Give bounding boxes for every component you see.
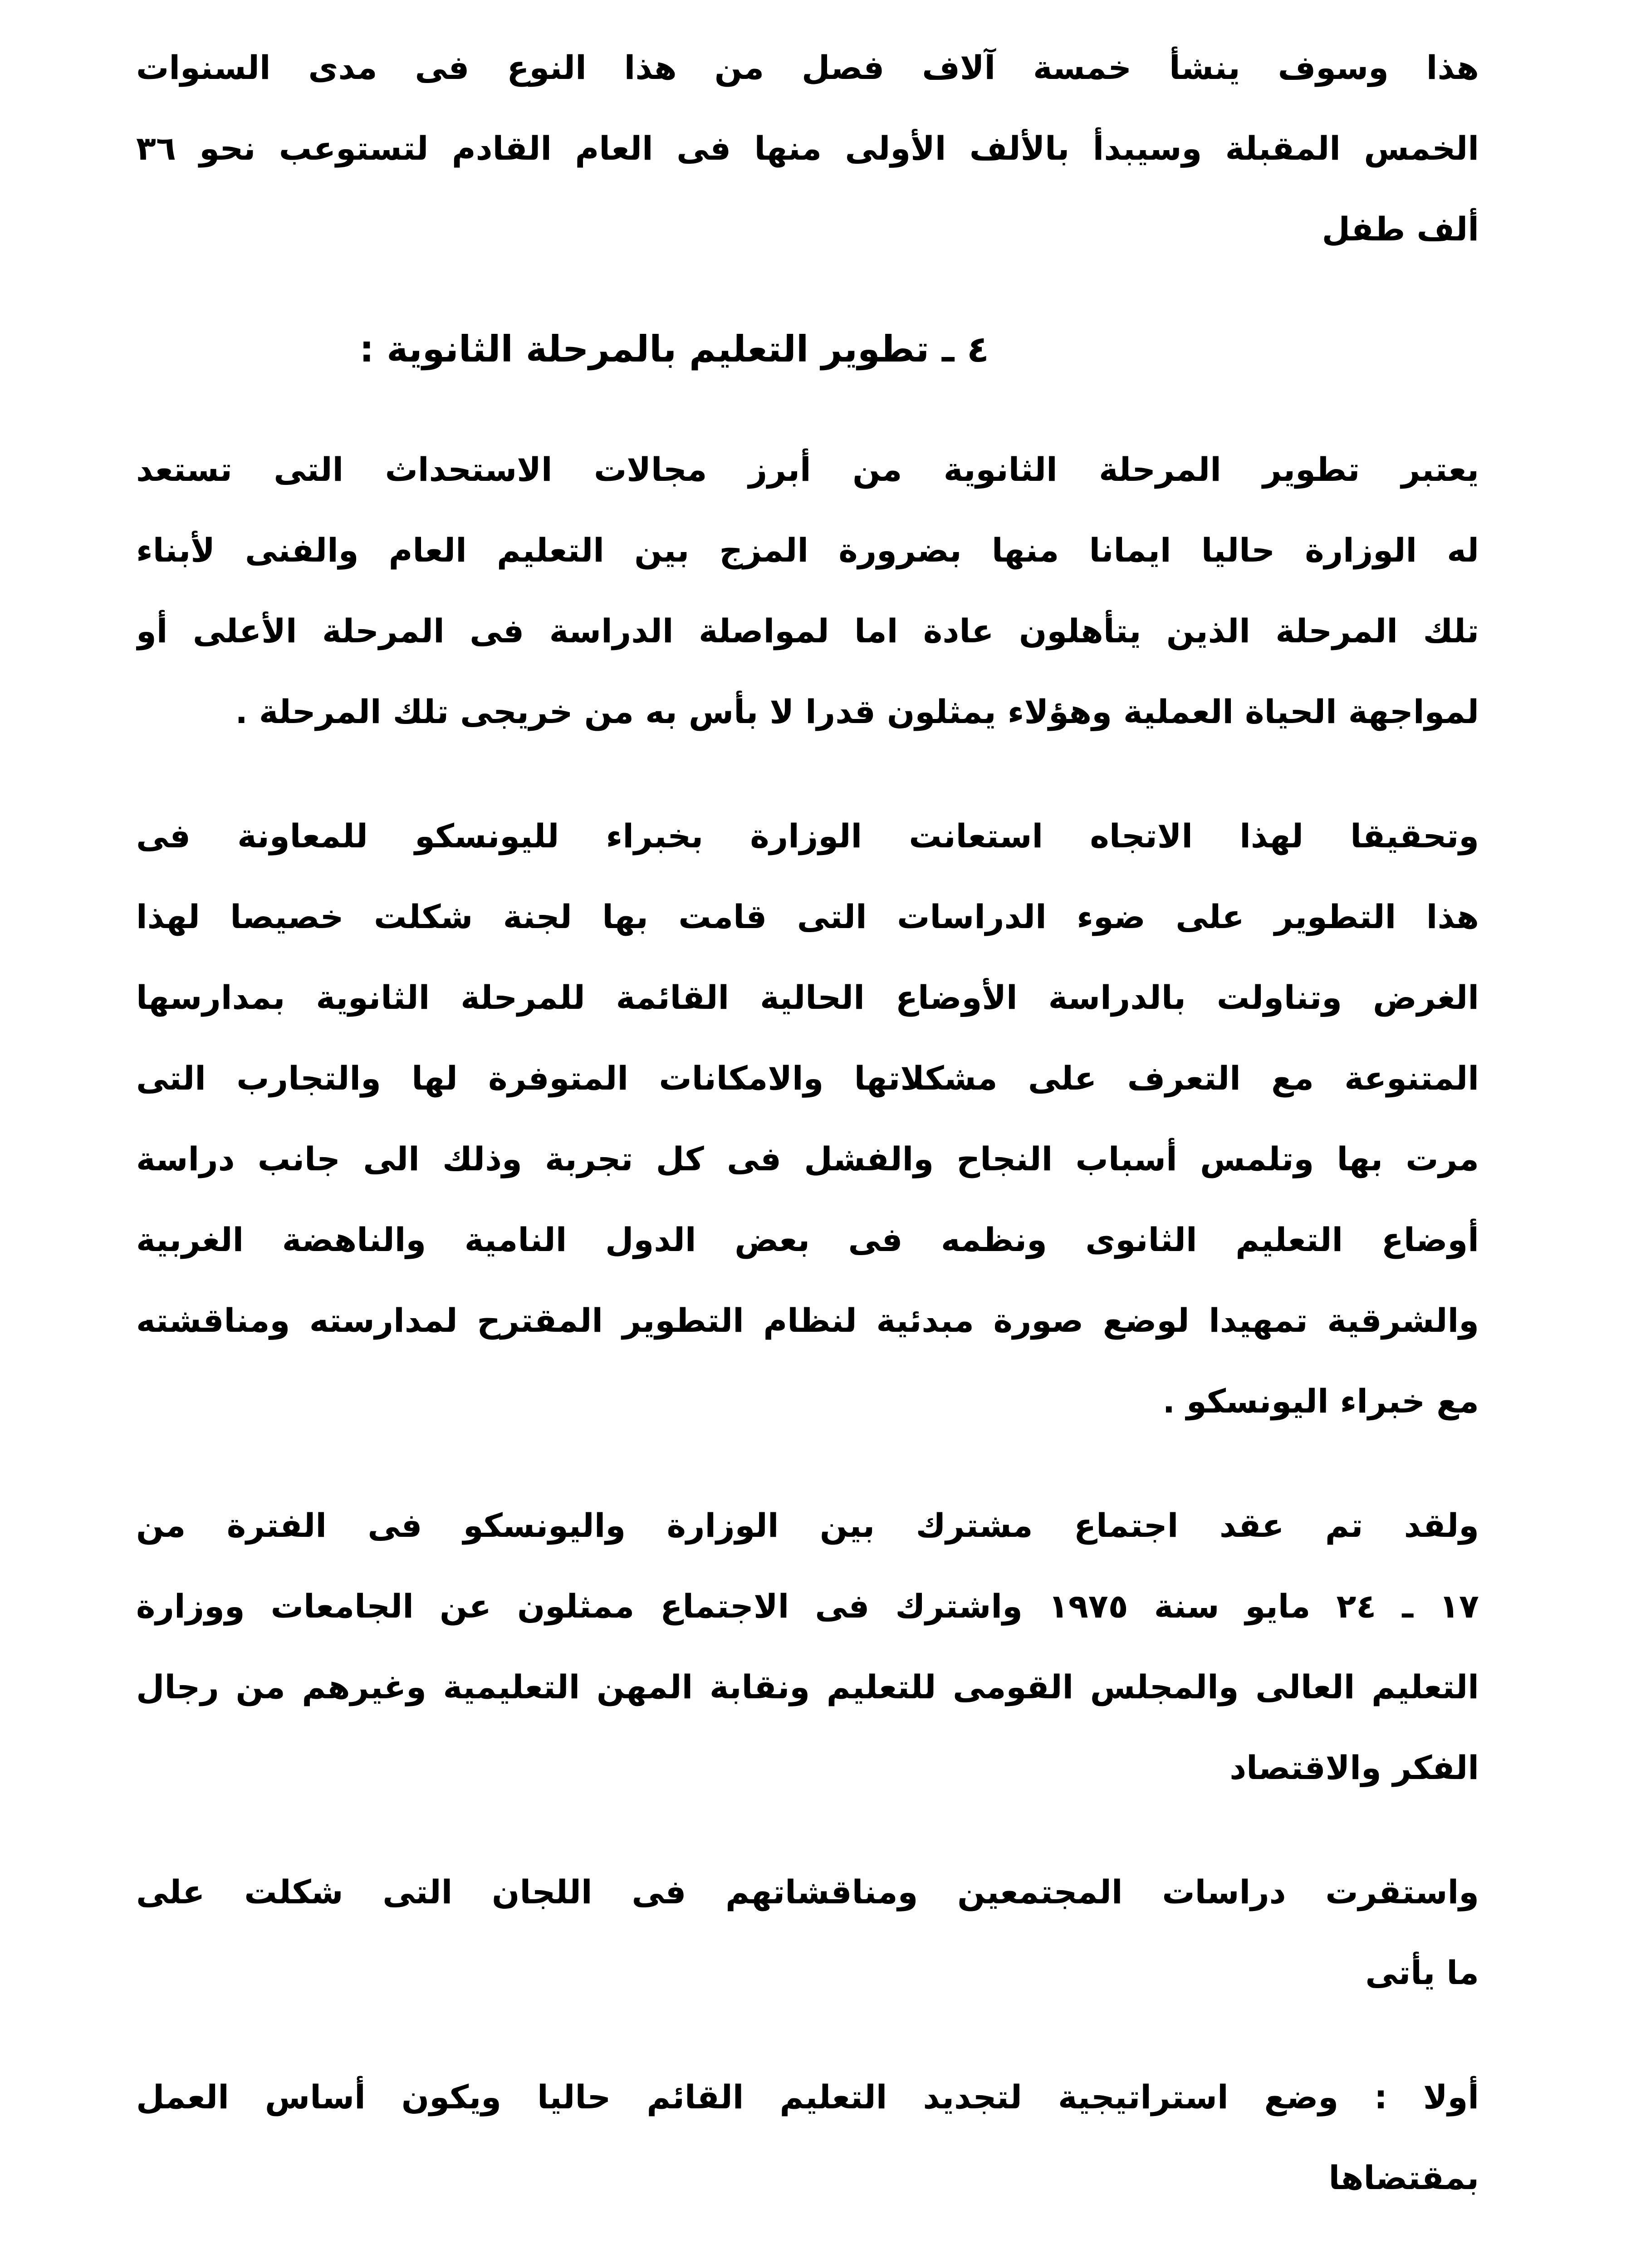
text-line (136, 2262, 1479, 2268)
text-line: ما يأتى (1365, 1954, 1479, 1992)
text-line: التعليم العالى والمجلس القومى للتعليم ونقابة المهن التعليمية وغيرهم من رجال (136, 1668, 1479, 1706)
text-line: أولا : وضع استراتيجية لتجديد التعليم القائم حاليا ويكون أساس العمل (136, 2078, 1479, 2116)
text-line: له الوزارة حاليا ايمانا منها بضرورة المزج بين التعليم العام والفنى لأبناء (136, 531, 1479, 569)
text-line: بمقتضاها (1328, 2159, 1479, 2197)
text-line: ولقد تم عقد اجتماع مشترك بين الوزارة واليونسكو فى الفترة من (136, 1506, 1479, 1545)
intro-paragraph (136, 27, 1479, 269)
text-line: والشرقية تمهيدا لوضع صورة مبدئية لنظام التطوير المقترح لمدارسته ومناقشته (136, 1301, 1479, 1339)
paragraph-joint-meeting (136, 1485, 1479, 1808)
section-heading: ٤ ـ تطوير التعليم بالمرحلة الثانوية : (359, 328, 989, 370)
text-line: هذا التطوير على ضوء الدراسات التى قامت بها لجنة شكلت خصيصا لهذا (136, 898, 1479, 936)
text-line: مع خبراء اليونسكو . (1162, 1382, 1479, 1420)
paragraph-unesco-experts (136, 796, 1479, 1442)
text-line: المتنوعة مع التعرف على مشكلاتها والامكانات المتوفرة لها والتجارب التى (136, 1059, 1479, 1097)
text-line: ١٧ ـ ٢٤ مايو سنة ١٩٧٥ واشترك فى الاجتماع ممثلون عن الجامعات ووزارة (136, 1587, 1479, 1625)
text-line: الفكر والاقتصاد (1229, 1749, 1479, 1787)
text-line: يعتبر تطوير المرحلة الثانوية من أبرز مجالات الاستحداث التى تستعد (136, 450, 1479, 489)
text-line: وتحقيقا لهذا الاتجاه استعانت الوزارة بخبراء لليونسكو للمعاونة فى (136, 817, 1479, 855)
text-line: مرت بها وتلمس أسباب النجاح والفشل فى كل تجربة وذلك الى جانب دراسة (136, 1140, 1479, 1178)
text-line: واستقرت دراسات المجتمعين ومناقشاتهم فى اللجان التى شكلت على (136, 1873, 1479, 1911)
text-line: ألف طفل (1322, 210, 1479, 248)
paragraph-conclusions (136, 1852, 1479, 2013)
text-line: هذا وسوف ينشأ خمسة آلاف فصل من هذا النوع فى مدى السنوات (136, 49, 1479, 87)
text-line: تلك المرحلة الذين يتأهلون عادة اما لمواصلة الدراسة فى المرحلة الأعلى أو (136, 612, 1479, 650)
paragraph-preparatory-development (136, 2262, 1479, 2268)
paragraph-first-point (136, 2057, 1479, 2218)
text-line: لمواجهة الحياة العملية وهؤلاء يمثلون قدرا لا بأس به من خريجى تلك المرحلة . (235, 693, 1479, 731)
text-line: الخمس المقبلة وسيبدأ بالألف الأولى منها فى العام القادم لتستوعب نحو ٣٦ (136, 129, 1479, 167)
text-line: الغرض وتناولت بالدراسة الأوضاع الحالية القائمة للمرحلة الثانوية بمدارسها (136, 978, 1479, 1017)
document-page (136, 27, 1479, 2268)
paragraph-secondary-development (136, 429, 1479, 752)
text-line: أوضاع التعليم الثانوى ونظمه فى بعض الدول النامية والناهضة الغربية (136, 1221, 1479, 1259)
